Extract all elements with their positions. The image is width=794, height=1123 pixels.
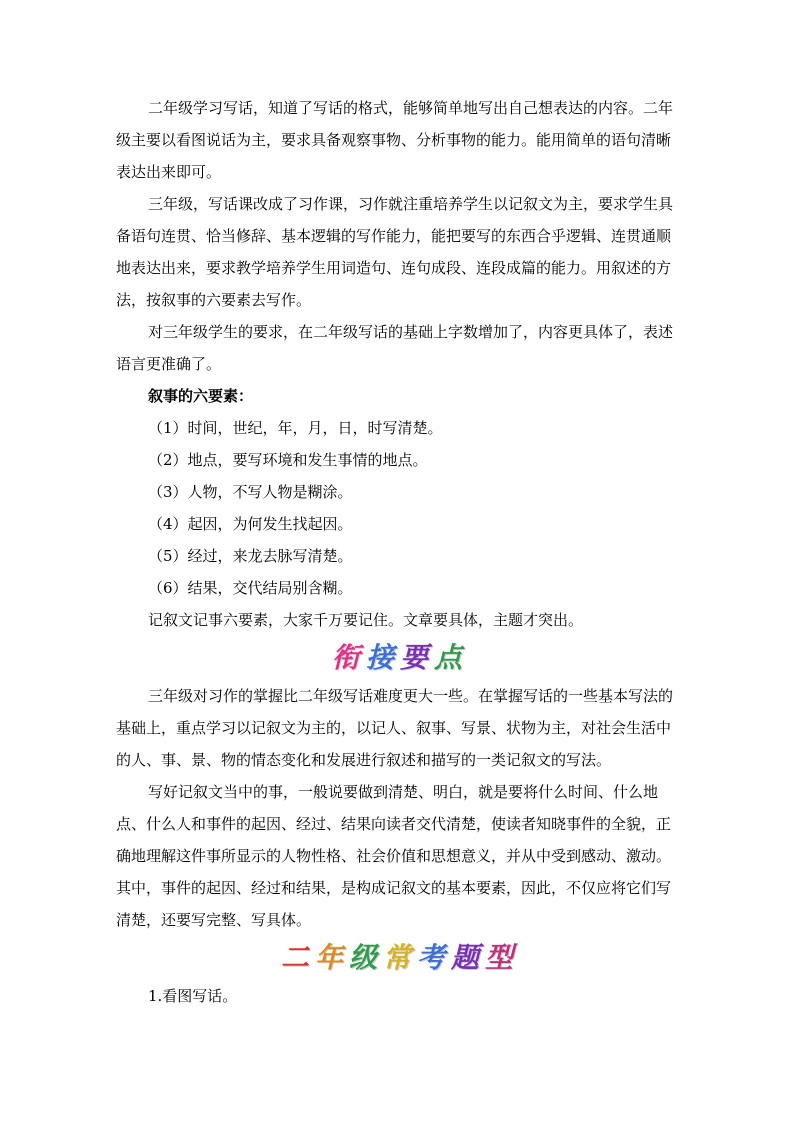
heading-char: 点: [434, 641, 469, 674]
heading-char: 型: [485, 941, 520, 974]
heading-char: 级: [348, 941, 383, 974]
heading-char: 接: [365, 641, 400, 674]
question-item: 1.看图写话。: [148, 987, 238, 1005]
section-heading-connection-points: [116, 636, 684, 680]
paragraph: 对三年级学生的要求，在二年级写话的基础上字数增加了，内容更具体了，表述语言更准确了。: [116, 323, 674, 373]
heading-char: 二: [280, 941, 315, 974]
summary-line: 记叙文记事六要素，大家千万要记住。文章要具体，主题才突出。: [148, 611, 584, 629]
list-item: （1）时间，世纪，年，月，日，时写清楚。: [148, 419, 443, 437]
heading-char: 考: [417, 941, 452, 974]
document-body: [116, 92, 684, 1012]
list-item: （3）人物，不写人物是糊涂。: [148, 483, 353, 501]
section-heading-common-question-types: [116, 936, 684, 980]
list-item: （2）地点，要写环境和发生事情的地点。: [148, 451, 428, 469]
heading-char: 年: [314, 941, 349, 974]
paragraph: 三年级对习作的掌握比二年级写话难度更大一些。在掌握写话的一些基本写法的基础上，重点学习以记叙文为主的，以记人、叙事、写景、状物为主，对社会生活中的人、事、景、物的情态变化和发展进行叙述和描写的一类记叙文的写法。: [116, 687, 674, 769]
list-item: （5）经过，来龙去脉写清楚。: [148, 547, 353, 565]
heading-char: 题: [451, 941, 486, 974]
list-item: （6）结果，交代结局别含糊。: [148, 579, 353, 597]
heading-char: 常: [382, 941, 417, 974]
list-item: （4）起因，为何发生找起因。: [148, 515, 353, 533]
paragraph: 写好记叙文当中的事，一般说要做到清楚、明白，就是要将什么时间、什么地点、什么人和事件的起因、经过、结果向读者交代清楚，使读者知晓事件的全貌，正确地理解这件事所显示的人物性格、社会价值和思想意义，并从中受到感动、激动。其中，事件的起因、经过和结果，是构成记叙文的基本要素，因此，不仅应将它们写清楚，还要写完整、写具体。: [116, 783, 672, 929]
six-elements-title: 叙事的六要素：: [148, 387, 254, 405]
heading-char: 衔: [331, 641, 366, 674]
paragraph: 二年级学习写话，知道了写话的格式，能够简单地写出自己想表达的内容。二年级主要以看图说话为主，要求具备观察事物、分析事物的能力。能用简单的语句清晰表达出来即可。: [116, 99, 674, 181]
paragraph: 三年级，写话课改成了习作课，习作就注重培养学生以记叙文为主，要求学生具备语句连贯、恰当修辞、基本逻辑的写作能力，能把要写的东西合乎逻辑、连贯通顺地表达出来，要求教学培养学生用词造句、连句成段、连段成篇的能力。用叙述的方法，按叙事的六要素去写作。: [116, 195, 674, 309]
heading-char: 要: [400, 641, 435, 674]
